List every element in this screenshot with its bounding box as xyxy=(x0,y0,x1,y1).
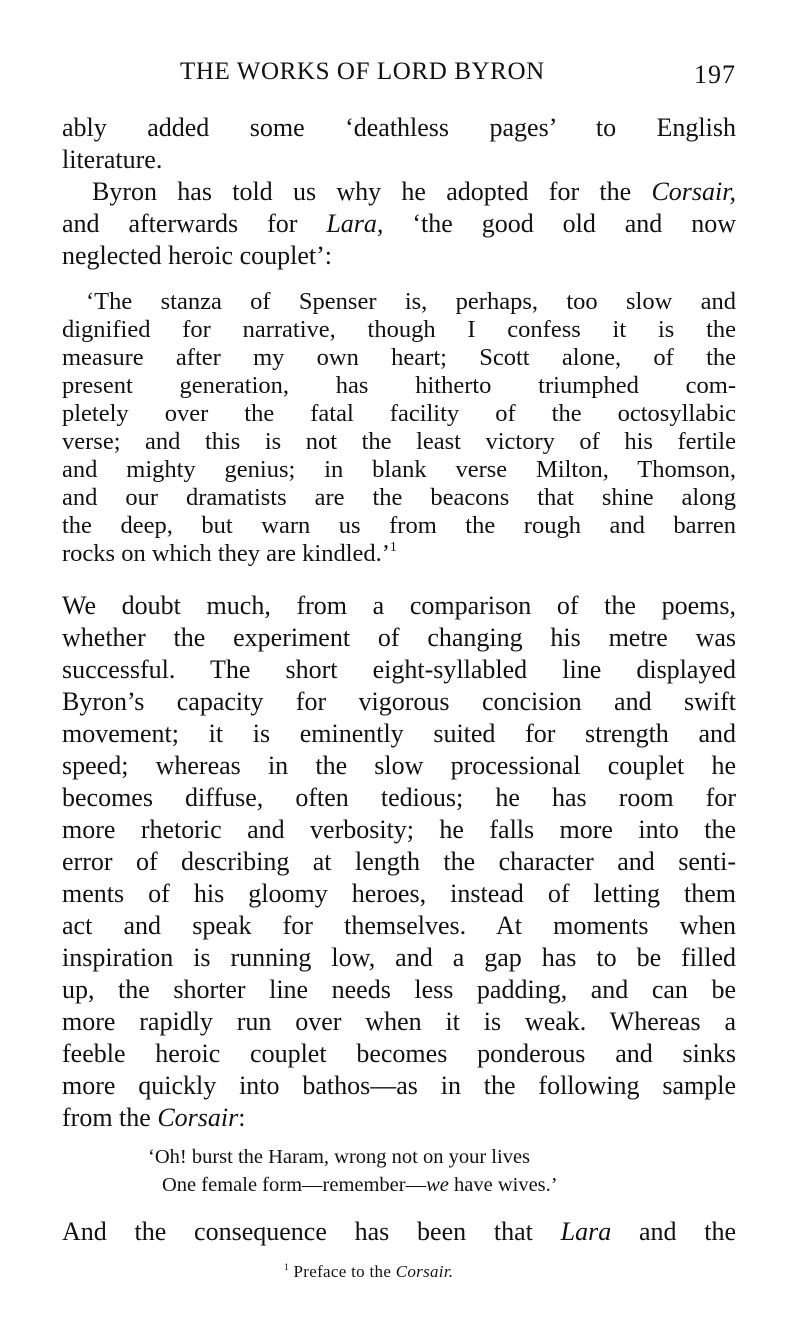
paragraph-line: Byron’s capacity for vigorous concision and swift xyxy=(62,687,736,716)
page-number: 197 xyxy=(694,60,736,89)
verse-line: One female form—remember—we have wives.’ xyxy=(162,1174,558,1196)
quote-line: pletely over the fatal facility of the octosyllabic xyxy=(62,400,736,427)
paragraph-line: speed; whereas in the slow processional couplet he xyxy=(62,751,736,780)
quote-line: rocks on which they are kindled.’$^1$ xyxy=(62,538,397,567)
paragraph-line: movement; it is eminently suited for strength and xyxy=(62,719,736,748)
paragraph-line: more rapidly run over when it is weak. Whereas a xyxy=(62,1007,736,1036)
footnote-marker: 1 xyxy=(284,1263,289,1273)
footnote-reference: 1 xyxy=(389,538,397,554)
paragraph-line: inspiration is running low, and a gap has to be filled xyxy=(62,943,736,972)
footnote: $^1$ Preface to the Corsair. xyxy=(284,1262,454,1281)
paragraph-line: act and speak for themselves. At moments when xyxy=(62,911,736,940)
paragraph-line: ments of his gloomy heroes, instead of letting them xyxy=(62,879,736,908)
paragraph-line: And the consequence has been that Lara and the xyxy=(62,1217,736,1246)
paragraph-line: up, the shorter line needs less padding, and can be xyxy=(62,975,736,1004)
paragraph-line: ably added some ‘deathless pages’ to English xyxy=(62,113,736,142)
paragraph-line: We doubt much, from a comparison of the poems, xyxy=(62,591,736,620)
quote-line: present generation, has hitherto triumphed com- xyxy=(62,372,736,399)
quote-line: measure after my own heart; Scott alone, of the xyxy=(62,344,736,371)
paragraph-line: whether the experiment of changing his metre was xyxy=(62,623,736,652)
paragraph-line: literature. xyxy=(62,145,163,174)
verse-line: ‘Oh! burst the Haram, wrong not on your lives xyxy=(148,1146,531,1168)
paragraph-line: becomes diffuse, often tedious; he has room for xyxy=(62,783,736,812)
paragraph-line: successful. The short eight-syllabled line displayed xyxy=(62,655,736,684)
quote-line: the deep, but warn us from the rough and barren xyxy=(62,512,736,539)
title-lara: Lara, xyxy=(326,209,384,238)
title-lara: Lara xyxy=(560,1217,612,1246)
paragraph-line: and afterwards for Lara, ‘the good old and now xyxy=(62,209,736,238)
quote-line: and our dramatists are the beacons that shine along xyxy=(62,484,736,511)
paragraph-line: Byron has told us why he adopted for the Corsair, xyxy=(92,177,736,206)
paragraph-line: neglected heroic couplet’: xyxy=(62,241,332,270)
page-header xyxy=(62,58,738,94)
quote-line: and mighty genius; in blank verse Milton, Thomson, xyxy=(62,456,736,483)
title-corsair: Corsair, xyxy=(651,177,736,206)
paragraph-line: from the Corsair: xyxy=(62,1103,246,1132)
title-corsair: Corsair xyxy=(157,1103,239,1132)
quote-line: dignified for narrative, though I confess it is the xyxy=(62,316,736,343)
paragraph-line: feeble heroic couplet becomes ponderous and sinks xyxy=(62,1039,736,1068)
paragraph-line: more quickly into bathos—as in the following sample xyxy=(62,1071,736,1100)
paragraph-line: more rhetoric and verbosity; he falls more into the xyxy=(62,815,736,844)
paragraph-line: error of describing at length the character and senti- xyxy=(62,847,736,876)
running-head: THE WORKS OF LORD BYRON xyxy=(180,58,545,85)
quote-line: ‘The stanza of Spenser is, perhaps, too slow and xyxy=(86,288,736,315)
title-corsair: Corsair. xyxy=(395,1262,454,1281)
quote-line: verse; and this is not the least victory of his fertile xyxy=(62,428,736,455)
